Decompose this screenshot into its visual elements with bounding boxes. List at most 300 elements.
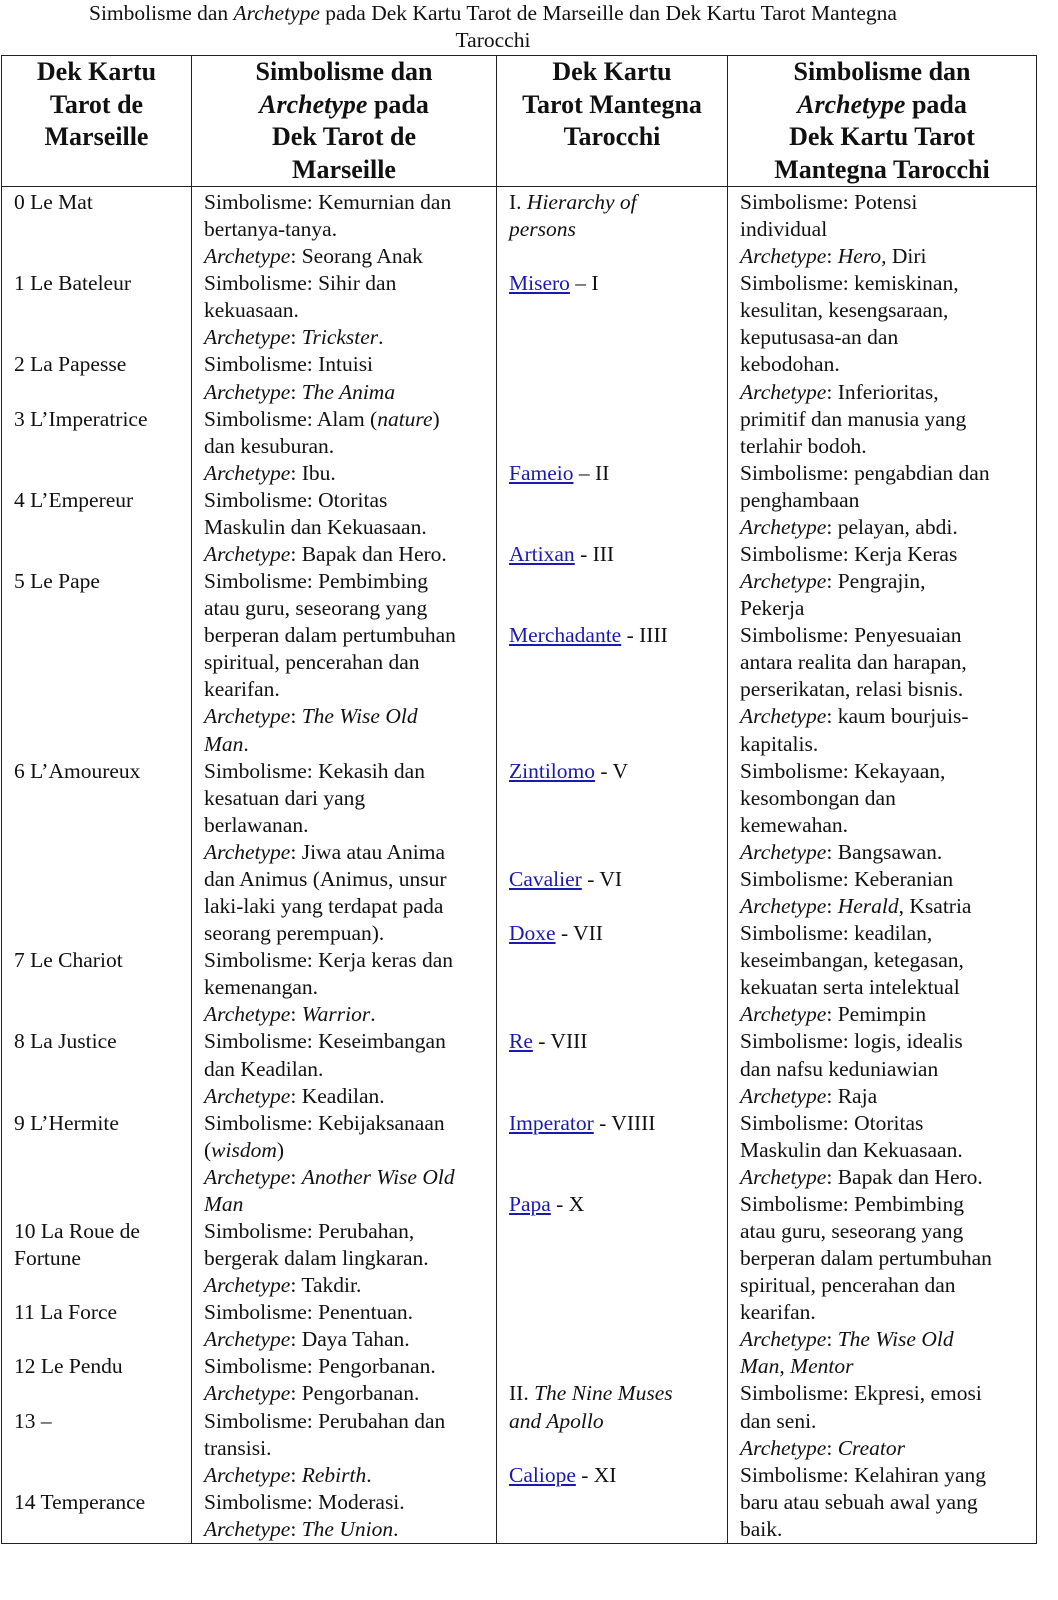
text-line xyxy=(740,406,1036,433)
text-line xyxy=(509,1164,727,1191)
text-segment: : xyxy=(290,1002,302,1027)
text-segment: - VI xyxy=(581,866,623,891)
text-segment: keputusasa-an dan xyxy=(740,325,899,350)
text-segment: kesulitan, kesengsaraan, xyxy=(740,298,949,323)
text-line xyxy=(740,568,1036,595)
text-line xyxy=(14,1218,191,1245)
text-segment: The Wise Old xyxy=(837,1327,954,1352)
text-segment: Simbolisme: Alam ( xyxy=(204,406,378,431)
text-segment: Archetype xyxy=(204,244,291,269)
text-segment: Archetype xyxy=(204,1462,291,1487)
card-link[interactable]: Re xyxy=(509,1029,533,1054)
text-line xyxy=(14,189,191,216)
header-text: Dek Kartu xyxy=(552,57,672,86)
text-segment: kemenangan. xyxy=(204,975,319,1000)
text-segment: . xyxy=(393,1516,399,1541)
text-line xyxy=(740,1353,1036,1380)
card-link[interactable]: Artixan xyxy=(509,542,575,567)
text-line xyxy=(740,1137,1036,1164)
text-segment: Simbolisme: Keseimbangan xyxy=(204,1029,446,1054)
text-line xyxy=(740,1272,1036,1299)
text-line xyxy=(509,974,727,1001)
text-line xyxy=(740,1218,1036,1245)
text-line xyxy=(740,1001,1036,1028)
text-segment: 10 La Roue de xyxy=(14,1218,140,1243)
text-line xyxy=(740,270,1036,297)
card-link[interactable]: Misero xyxy=(509,271,570,296)
text-segment: : xyxy=(826,244,838,269)
caption-text: Simbolisme dan xyxy=(89,1,234,25)
text-line xyxy=(509,1435,727,1462)
text-line xyxy=(509,216,727,243)
header-text: Tarot de xyxy=(49,89,144,119)
text-line xyxy=(740,433,1036,460)
text-segment: Fortune xyxy=(14,1246,81,1271)
text-line xyxy=(14,1299,191,1326)
text-line xyxy=(740,758,1036,785)
text-line xyxy=(204,1028,496,1055)
text-line xyxy=(509,758,727,785)
text-line xyxy=(14,1462,191,1489)
text-segment: Archetype xyxy=(204,1083,291,1108)
text-line xyxy=(14,406,191,433)
text-segment: berperan dalam pertumbuhan xyxy=(740,1246,992,1271)
text-line xyxy=(509,676,727,703)
text-line xyxy=(740,460,1036,487)
text-segment: The Wise Old xyxy=(301,704,418,729)
text-line xyxy=(14,785,191,812)
text-line xyxy=(204,216,496,243)
text-segment: : Seorang Anak xyxy=(290,244,423,269)
text-line xyxy=(14,839,191,866)
text-segment: individual xyxy=(740,217,828,242)
table-caption xyxy=(0,0,986,54)
text-line xyxy=(740,974,1036,1001)
text-segment: 7 Le Chariot xyxy=(14,948,123,973)
text-line xyxy=(740,487,1036,514)
text-segment: : pelayan, abdi. xyxy=(826,514,958,539)
text-segment: – II xyxy=(573,460,610,485)
text-segment: Simbolisme: Kelahiran yang xyxy=(740,1462,987,1487)
text-segment: kebodohan. xyxy=(740,352,840,377)
caption-text: Tarocchi xyxy=(455,28,531,52)
text-line xyxy=(14,758,191,785)
text-line xyxy=(204,1164,496,1191)
text-line xyxy=(204,324,496,351)
header-text: pada xyxy=(367,89,429,119)
text-segment: The Anima xyxy=(301,379,396,404)
text-segment: 14 Temperance xyxy=(14,1489,146,1514)
text-line xyxy=(14,324,191,351)
text-line xyxy=(14,595,191,622)
text-line xyxy=(740,1435,1036,1462)
text-line xyxy=(14,920,191,947)
text-line xyxy=(14,1110,191,1137)
text-segment: baru atau sebuah awal yang xyxy=(740,1489,978,1514)
text-segment: wisdom xyxy=(211,1137,277,1162)
text-segment: atau guru, seseorang yang xyxy=(740,1218,964,1243)
card-link[interactable]: Doxe xyxy=(509,921,556,946)
text-line xyxy=(740,703,1036,730)
text-segment: Warrior xyxy=(301,1002,371,1027)
text-line xyxy=(509,839,727,866)
text-line xyxy=(204,297,496,324)
text-segment: spiritual, pencerahan dan xyxy=(740,1273,956,1298)
text-segment: kesatuan dari yang xyxy=(204,785,366,810)
text-segment: : Daya Tahan. xyxy=(290,1327,410,1352)
text-line xyxy=(509,1218,727,1245)
text-line xyxy=(204,1137,496,1164)
symbolism-table xyxy=(1,55,1037,1544)
text-segment: 11 La Force xyxy=(14,1300,118,1325)
text-line xyxy=(204,893,496,920)
text-segment: Simbolisme: Otoritas xyxy=(204,487,388,512)
text-line xyxy=(14,216,191,243)
text-line xyxy=(204,1299,496,1326)
marseille-cards-cell xyxy=(2,187,192,1544)
card-link[interactable]: Papa xyxy=(509,1191,551,1216)
text-segment: kearifan. xyxy=(740,1300,816,1325)
header-text: Tarocchi xyxy=(563,122,661,151)
text-line xyxy=(204,351,496,378)
text-line xyxy=(509,541,727,568)
header-text: Marseille xyxy=(44,122,149,151)
text-segment: Another Wise Old xyxy=(301,1164,455,1189)
text-line xyxy=(509,1299,727,1326)
text-line xyxy=(509,1137,727,1164)
text-segment: Simbolisme: Moderasi. xyxy=(204,1489,405,1514)
text-line xyxy=(204,1408,496,1435)
text-segment: Creator xyxy=(837,1435,906,1460)
text-line xyxy=(14,1435,191,1462)
text-segment: - III xyxy=(574,542,615,567)
text-line xyxy=(14,1056,191,1083)
text-line xyxy=(204,1326,496,1353)
caption-text: pada Dek Kartu Tarot de Marseille dan Dek Kartu Tarot Mantegna xyxy=(319,1,897,25)
text-line xyxy=(740,1164,1036,1191)
text-segment: ) xyxy=(276,1137,285,1162)
text-segment: - VIII xyxy=(532,1029,588,1054)
text-line xyxy=(509,1028,727,1055)
text-segment: . xyxy=(243,731,249,756)
text-segment: Simbolisme: Perubahan, xyxy=(204,1218,415,1243)
text-line xyxy=(14,812,191,839)
text-line xyxy=(509,487,727,514)
text-segment: Archetype xyxy=(204,839,291,864)
text-segment: Archetype xyxy=(740,1327,827,1352)
text-segment: Archetype xyxy=(204,1516,291,1541)
text-line xyxy=(740,324,1036,351)
text-segment: Mentor xyxy=(790,1354,854,1379)
text-line xyxy=(740,622,1036,649)
text-line xyxy=(14,731,191,758)
text-line xyxy=(509,1326,727,1353)
text-line xyxy=(204,541,496,568)
text-segment: : xyxy=(826,894,838,919)
text-segment: 2 La Papesse xyxy=(14,352,127,377)
text-segment: Man xyxy=(740,1354,780,1379)
text-line xyxy=(740,1462,1036,1489)
text-line xyxy=(14,1083,191,1110)
text-segment: transisi. xyxy=(204,1435,272,1460)
text-segment: 3 L’Imperatrice xyxy=(14,406,148,431)
text-segment: Herald xyxy=(837,894,899,919)
text-segment: 12 Le Pendu xyxy=(14,1354,123,1379)
text-segment: berperan dalam pertumbuhan xyxy=(204,623,456,648)
text-segment: kemewahan. xyxy=(740,812,849,837)
text-segment: : Bapak dan Hero. xyxy=(826,1164,983,1189)
text-line xyxy=(740,1245,1036,1272)
card-link[interactable]: Caliope xyxy=(509,1462,576,1487)
text-segment: Diri xyxy=(886,244,927,269)
text-line xyxy=(509,1353,727,1380)
text-line xyxy=(14,622,191,649)
text-line xyxy=(14,379,191,406)
text-line xyxy=(509,1272,727,1299)
text-segment: : xyxy=(290,1462,302,1487)
text-segment: Archetype xyxy=(204,1327,291,1352)
text-segment: . xyxy=(370,1002,376,1027)
text-line xyxy=(509,622,727,649)
text-line xyxy=(204,1191,496,1218)
text-segment: Archetype xyxy=(740,894,827,919)
header-mantegna-deck xyxy=(497,56,728,187)
text-segment: Archetype xyxy=(740,379,827,404)
text-segment: 9 L’Hermite xyxy=(14,1110,119,1135)
text-line xyxy=(204,703,496,730)
text-segment: Archetype xyxy=(740,704,827,729)
text-segment: Simbolisme: keadilan, xyxy=(740,921,933,946)
text-line xyxy=(204,1056,496,1083)
text-segment: : xyxy=(826,1435,838,1460)
card-link[interactable]: Fameio xyxy=(509,460,574,485)
text-segment: persons xyxy=(509,217,576,242)
text-line xyxy=(14,1028,191,1055)
text-segment: Archetype xyxy=(740,1002,827,1027)
text-line xyxy=(740,947,1036,974)
text-line xyxy=(740,1110,1036,1137)
text-line xyxy=(509,1083,727,1110)
text-segment: dan Keadilan. xyxy=(204,1056,324,1081)
text-line xyxy=(204,1516,496,1543)
caption-italic: Archetype xyxy=(233,1,320,25)
text-line xyxy=(204,1462,496,1489)
text-line xyxy=(14,676,191,703)
text-line xyxy=(204,622,496,649)
text-line xyxy=(740,1489,1036,1516)
text-segment: : xyxy=(290,325,302,350)
text-line xyxy=(204,189,496,216)
text-line xyxy=(740,189,1036,216)
header-text: pada xyxy=(905,89,967,119)
text-segment: 4 L’Empereur xyxy=(14,487,134,512)
text-line xyxy=(14,1353,191,1380)
text-segment: kearifan. xyxy=(204,677,280,702)
text-segment: atau guru, seseorang yang xyxy=(204,596,428,621)
text-segment: Archetype xyxy=(204,1381,291,1406)
text-line xyxy=(204,758,496,785)
text-line xyxy=(204,514,496,541)
text-line xyxy=(14,1380,191,1407)
text-segment: . xyxy=(366,1462,372,1487)
text-line xyxy=(14,1326,191,1353)
text-line xyxy=(204,1110,496,1137)
text-segment: kapitalis. xyxy=(740,731,819,756)
text-segment: The Union xyxy=(301,1516,394,1541)
text-line xyxy=(14,866,191,893)
text-line xyxy=(509,433,727,460)
header-text: Dek Kartu xyxy=(36,57,157,86)
text-line xyxy=(204,1380,496,1407)
text-line xyxy=(740,595,1036,622)
text-line xyxy=(509,1110,727,1137)
text-segment: : xyxy=(290,1516,302,1541)
text-line xyxy=(509,731,727,758)
text-line xyxy=(740,1299,1036,1326)
text-line xyxy=(204,812,496,839)
text-line xyxy=(509,1001,727,1028)
text-segment: 6 L’Amoureux xyxy=(14,758,141,783)
text-segment: Archetype xyxy=(204,1273,291,1298)
text-segment: berlawanan. xyxy=(204,812,309,837)
text-segment: Archetype xyxy=(740,569,827,594)
text-segment: nature xyxy=(377,406,433,431)
text-line xyxy=(509,568,727,595)
text-line xyxy=(740,1056,1036,1083)
text-segment: : Pengorbanan. xyxy=(290,1381,420,1406)
text-line xyxy=(740,379,1036,406)
text-line xyxy=(740,731,1036,758)
text-line xyxy=(204,785,496,812)
text-segment: kesombongan dan xyxy=(740,785,896,810)
text-line xyxy=(204,676,496,703)
card-link[interactable]: Zintilomo xyxy=(509,758,595,783)
text-segment: : Keadilan. xyxy=(290,1083,385,1108)
text-line xyxy=(509,1489,727,1516)
text-segment: Simbolisme: Kerja Keras xyxy=(740,542,958,567)
text-segment: dan Animus (Animus, unsur xyxy=(204,866,447,891)
text-segment: 13 – xyxy=(14,1408,52,1433)
text-segment: penghambaan xyxy=(740,487,860,512)
text-segment: Archetype xyxy=(204,704,291,729)
text-segment: Pekerja xyxy=(740,596,805,621)
text-segment: Archetype xyxy=(204,325,291,350)
text-segment: Simbolisme: pengabdian dan xyxy=(740,460,990,485)
text-segment: kekuatan serta intelektual xyxy=(740,975,960,1000)
text-segment: Trickster xyxy=(301,325,379,350)
text-segment: : Ibu. xyxy=(290,460,336,485)
text-segment: antara realita dan harapan, xyxy=(740,650,967,675)
text-segment: II. xyxy=(509,1381,535,1406)
text-line xyxy=(740,514,1036,541)
text-segment: and Apollo xyxy=(509,1408,604,1433)
text-segment: Archetype xyxy=(740,1435,827,1460)
text-line xyxy=(509,866,727,893)
text-line xyxy=(509,351,727,378)
text-line xyxy=(509,1516,727,1543)
text-segment: Archetype xyxy=(204,542,291,567)
text-segment: Hero, xyxy=(837,244,887,269)
text-segment: Simbolisme: Otoritas xyxy=(740,1110,924,1135)
text-line xyxy=(14,1516,191,1543)
text-line xyxy=(14,974,191,1001)
mantegna-symbolism-cell xyxy=(728,187,1037,1544)
text-segment: 0 Le Mat xyxy=(14,190,93,214)
card-link[interactable]: Merchadante xyxy=(509,623,622,648)
text-segment: Archetype xyxy=(204,1002,291,1027)
text-line xyxy=(14,893,191,920)
text-line xyxy=(509,595,727,622)
text-line xyxy=(509,893,727,920)
header-marseille-symbolism xyxy=(192,56,497,187)
text-line xyxy=(204,406,496,433)
text-line xyxy=(204,649,496,676)
text-line xyxy=(509,324,727,351)
text-segment: seorang perempuan). xyxy=(204,921,385,946)
text-segment: bergerak dalam lingkaran. xyxy=(204,1246,429,1271)
text-line xyxy=(740,297,1036,324)
text-line xyxy=(14,947,191,974)
header-text: Archetype xyxy=(259,89,368,119)
text-line xyxy=(740,1516,1036,1543)
text-line xyxy=(204,595,496,622)
text-segment: baik. xyxy=(740,1516,783,1541)
text-line xyxy=(204,1245,496,1272)
card-link[interactable]: Imperator xyxy=(509,1110,594,1135)
text-line xyxy=(740,351,1036,378)
text-line xyxy=(14,541,191,568)
text-segment: I. xyxy=(509,190,527,214)
text-line xyxy=(14,703,191,730)
text-segment: : xyxy=(826,1327,838,1352)
text-line xyxy=(740,676,1036,703)
text-segment: : Jiwa atau Anima xyxy=(290,839,446,864)
text-segment: dan seni. xyxy=(740,1408,817,1433)
text-line xyxy=(14,1272,191,1299)
text-line xyxy=(204,433,496,460)
text-segment: Simbolisme: Kemurnian dan xyxy=(204,190,452,214)
card-link[interactable]: Cavalier xyxy=(509,866,582,891)
text-segment: . xyxy=(378,325,384,350)
text-segment: Archetype xyxy=(740,514,827,539)
text-segment: dan kesuburan. xyxy=(204,433,335,458)
text-segment: 5 Le Pape xyxy=(14,569,100,594)
text-line xyxy=(204,1218,496,1245)
text-line xyxy=(204,1353,496,1380)
text-segment: Man xyxy=(204,731,244,756)
text-segment: Simbolisme: Penentuan. xyxy=(204,1300,414,1325)
header-text: Simbolisme dan xyxy=(793,57,971,86)
text-line xyxy=(204,1435,496,1462)
text-line xyxy=(740,1408,1036,1435)
text-line xyxy=(509,379,727,406)
text-line xyxy=(204,947,496,974)
text-segment: ) xyxy=(432,406,440,431)
text-segment: keseimbangan, ketegasan, xyxy=(740,948,964,973)
text-line xyxy=(509,243,727,270)
header-mantegna-symbolism xyxy=(728,56,1037,187)
text-line xyxy=(14,1489,191,1516)
header-text: Tarot Mantegna xyxy=(522,89,702,119)
text-line xyxy=(509,649,727,676)
text-line xyxy=(740,893,1036,920)
text-line xyxy=(509,703,727,730)
text-segment: The Nine Muses xyxy=(534,1381,673,1406)
text-line xyxy=(204,243,496,270)
text-line xyxy=(740,785,1036,812)
text-line xyxy=(509,1380,727,1407)
text-segment: Archetype xyxy=(740,244,827,269)
